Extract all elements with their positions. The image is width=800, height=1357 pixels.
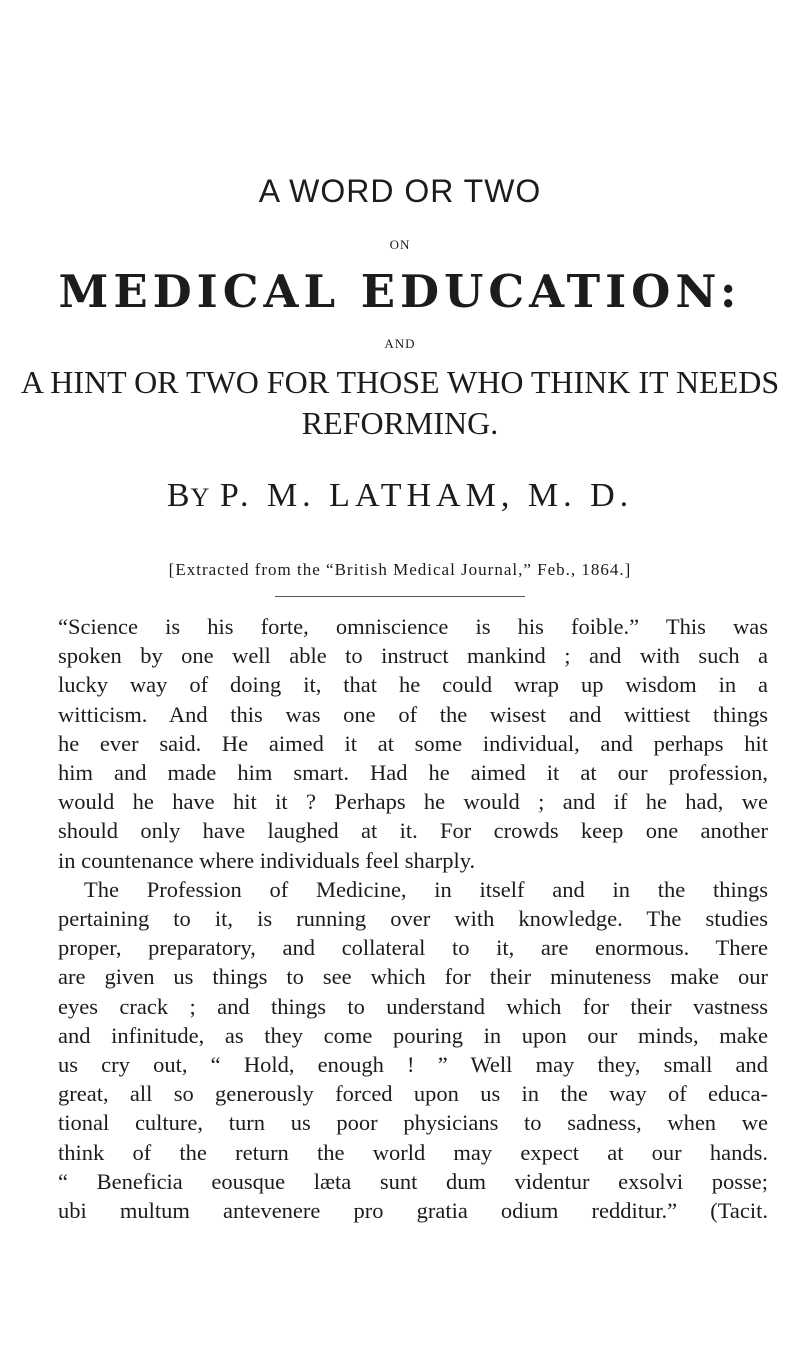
text-line: proper, preparatory, and collateral to it, are enormous. There	[58, 935, 768, 961]
text-line: “Science is his forte, omniscience is his foible.” This was	[58, 614, 768, 639]
text-line: he ever said. He aimed it at some individual, and perhaps hit	[58, 730, 768, 756]
title-on: ON	[389, 237, 411, 252]
text-line: think of the return the world may expect at our hands.	[58, 1139, 768, 1165]
text-line: lucky way of doing it, that he could wrap up wisdom in a	[58, 672, 768, 698]
subtitle-line-2: REFORMING.	[301, 405, 499, 441]
text-line: him and made him smart. Had he aimed it at our profession,	[58, 760, 768, 786]
divider-rule	[275, 596, 525, 597]
text-line: “ Beneficia eousque læta sunt dum videntur exsolvi posse;	[58, 1168, 768, 1194]
author-name: P. M. LATHAM, M. D.	[219, 477, 634, 514]
text-line: us cry out, “ Hold, enough ! ” Well may they, small and	[58, 1052, 768, 1078]
text-line: are given us things to see which for their minuteness make our	[58, 964, 768, 990]
paragraph-2	[58, 875, 768, 1225]
paragraph-1	[58, 612, 768, 875]
text-line: should only have laughed at it. For crowds keep one another	[58, 818, 768, 844]
text-line: great, all so generously forced upon us in the way of educa-	[58, 1081, 768, 1107]
author-byline	[0, 477, 800, 515]
text-line: tional culture, turn us poor physicians to sadness, when we	[58, 1110, 768, 1136]
text-line: witticism. And this was one of the wisest and wittiest things	[58, 701, 768, 727]
body-text	[58, 612, 768, 1225]
text-line: and infinitude, as they come pouring in upon our minds, make	[58, 1022, 768, 1048]
title-and: AND	[384, 336, 416, 351]
byline-by-rest: Y	[190, 483, 211, 512]
byline-by-initial: B	[166, 477, 191, 514]
title-line-1: A WORD OR TWO	[258, 173, 542, 209]
subtitle-line-1: A HINT OR TWO FOR THOSE WHO THINK IT NEEDS	[20, 364, 780, 400]
text-line: ubi multum antevenere pro gratia odium redditur.” (Tacit.	[58, 1198, 768, 1224]
text-line: in countenance where individuals feel sharply.	[58, 847, 476, 873]
text-line: would he have hit it ? Perhaps he would ; and if he had, we	[58, 789, 768, 815]
text-line: The Profession of Medicine, in itself and in the things	[84, 876, 768, 902]
text-line: spoken by one well able to instruct mankind ; and with such a	[58, 643, 768, 669]
main-title: MEDICAL EDUCATION:	[58, 265, 742, 318]
text-line: pertaining to it, is running over with knowledge. The studies	[58, 906, 768, 932]
source-note: [Extracted from the “British Medical Journal,” Feb., 1864.]	[168, 560, 632, 579]
text-line: eyes crack ; and things to understand which for their vastness	[58, 993, 768, 1019]
